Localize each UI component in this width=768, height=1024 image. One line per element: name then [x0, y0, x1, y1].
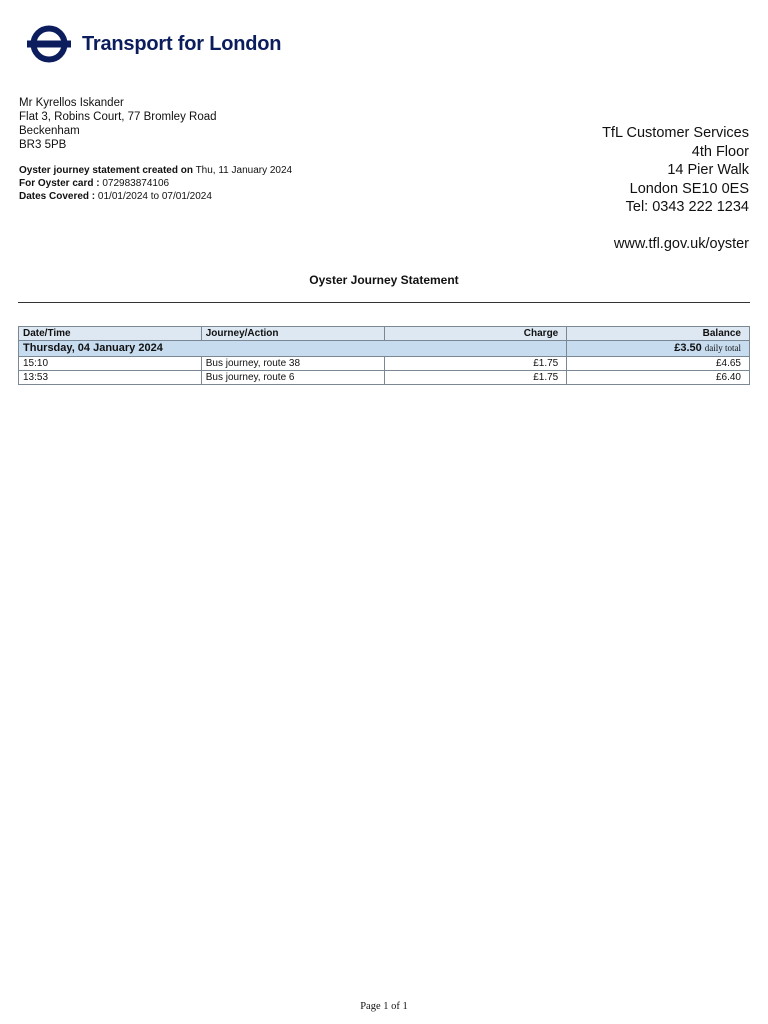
card-line: [19, 177, 292, 190]
table-header-row: [19, 327, 750, 341]
tfl-contact-address: [602, 124, 749, 217]
statement-meta: [19, 164, 292, 203]
row-time: 13:53: [19, 371, 202, 385]
tfl-address-line4: London SE10 0ES: [629, 180, 749, 197]
customer-postcode: BR3 5PB: [19, 139, 67, 151]
column-header-balance: Balance: [567, 327, 750, 341]
daily-total-value: £3.50: [674, 342, 702, 354]
daily-total-cell: [567, 341, 750, 357]
page-number: Page 1 of 1: [360, 1001, 408, 1012]
table-row: [19, 371, 750, 385]
row-time: 15:10: [19, 357, 202, 371]
page-title: Oyster Journey Statement: [309, 273, 459, 287]
row-balance: £4.65: [567, 357, 750, 371]
dates-line: [19, 190, 292, 203]
column-header-journey: Journey/Action: [201, 327, 384, 341]
table-row: [19, 357, 750, 371]
row-journey: Bus journey, route 38: [201, 357, 384, 371]
customer-address: [19, 96, 217, 152]
daily-total-label: daily total: [704, 343, 741, 353]
row-charge: £1.75: [384, 371, 567, 385]
column-header-charge: Charge: [384, 327, 567, 341]
row-balance: £6.40: [567, 371, 750, 385]
tfl-phone: Tel: 0343 222 1234: [625, 199, 749, 216]
logo-text: Transport for London: [82, 32, 282, 55]
created-line: [19, 164, 292, 177]
day-label: Thursday, 04 January 2024: [19, 341, 567, 357]
dates-label: Dates Covered :: [19, 191, 96, 202]
journey-table: [18, 326, 750, 385]
created-value: Thu, 11 January 2024: [195, 165, 293, 176]
divider: [18, 302, 750, 303]
column-header-datetime: Date/Time: [19, 327, 202, 341]
created-label: Oyster journey statement created on: [19, 165, 193, 176]
card-value: 072983874106: [102, 178, 170, 189]
customer-name: Mr Kyrellos Iskander: [19, 97, 124, 109]
dates-value: 01/01/2024 to 07/01/2024: [97, 191, 212, 202]
tfl-address-line2: 4th Floor: [691, 143, 749, 160]
row-charge: £1.75: [384, 357, 567, 371]
customer-address-line1: Flat 3, Robins Court, 77 Bromley Road: [19, 111, 217, 123]
tfl-logo: [26, 24, 281, 64]
tfl-roundel-icon: [26, 24, 72, 64]
tfl-website-link[interactable]: www.tfl.gov.uk/oyster: [613, 236, 749, 252]
card-label: For Oyster card :: [19, 178, 100, 189]
tfl-address-line3: 14 Pier Walk: [667, 162, 749, 179]
row-journey: Bus journey, route 6: [201, 371, 384, 385]
tfl-address-line1: TfL Customer Services: [602, 125, 749, 141]
day-row: [19, 341, 750, 357]
customer-address-line2: Beckenham: [19, 125, 80, 137]
